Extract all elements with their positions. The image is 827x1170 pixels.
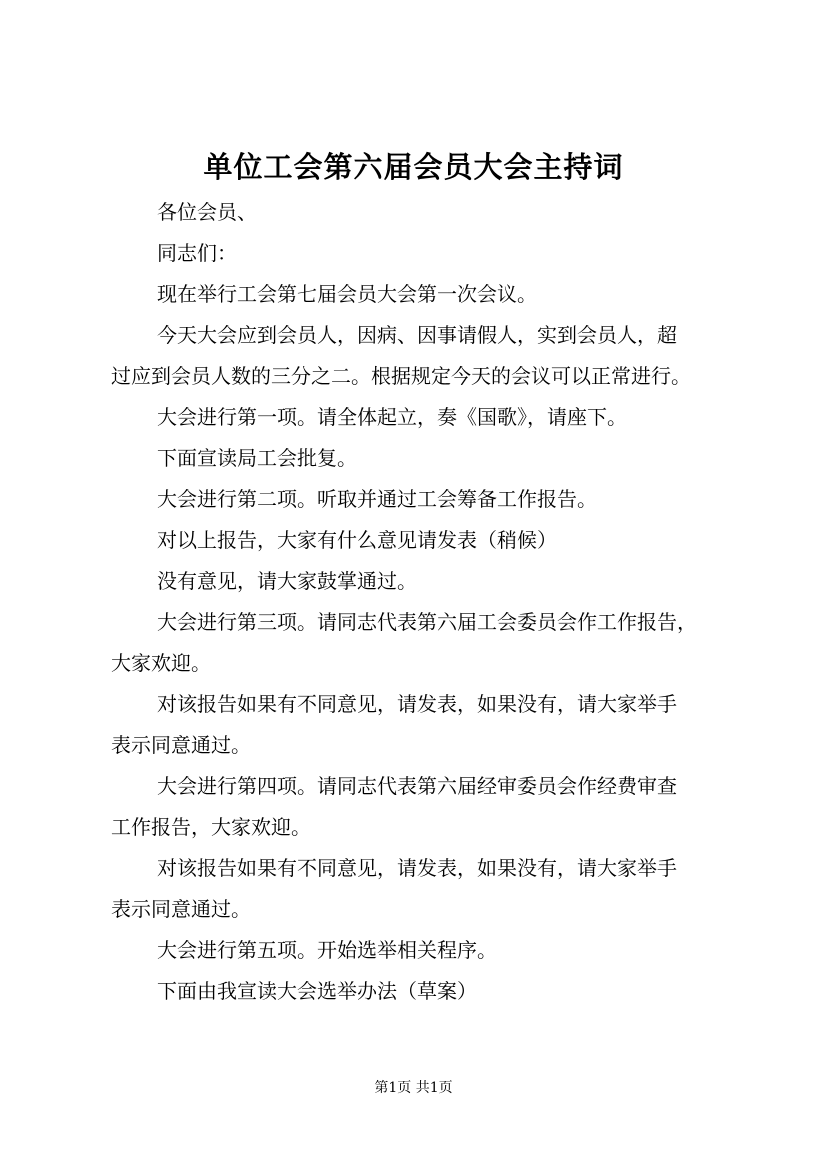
paragraph [111, 766, 721, 848]
paragraph-line: 表示同意通过。 [111, 897, 251, 921]
paragraph [111, 438, 721, 479]
paragraph [111, 602, 721, 684]
paragraph-line: 大会进行第二项。听取并通过工会筹备工作报告。 [157, 487, 597, 511]
paragraph-line: 今天大会应到会员人，因病、因事请假人，实到会员人，超 [157, 323, 677, 347]
paragraph-line: 大会进行第五项。开始选举相关程序。 [157, 938, 497, 962]
paragraph [111, 520, 721, 561]
paragraph-line: 大家欢迎。 [111, 651, 211, 675]
paragraph [111, 561, 721, 602]
paragraph [111, 479, 721, 520]
paragraph-line: 表示同意通过。 [111, 733, 251, 757]
paragraph [111, 192, 721, 233]
paragraph [111, 971, 721, 1012]
paragraph-line: 下面宣读局工会批复。 [157, 446, 357, 470]
paragraph [111, 315, 721, 397]
paragraph-line: 大会进行第四项。请同志代表第六届经审委员会作经费审查 [157, 774, 677, 798]
paragraph-line: 现在举行工会第七届会员大会第一次会议。 [157, 282, 537, 306]
paragraph-line: 对该报告如果有不同意见，请发表，如果没有，请大家举手 [157, 692, 677, 716]
paragraph-line: 工作报告，大家欢迎。 [111, 815, 311, 839]
paragraph [111, 848, 721, 930]
paragraph-line: 下面由我宣读大会选举办法（草案） [157, 979, 477, 1003]
document-title: 单位工会第六届会员大会主持词 [203, 150, 624, 184]
paragraph-line: 对该报告如果有不同意见，请发表，如果没有，请大家举手 [157, 856, 677, 880]
paragraph-line: 过应到会员人数的三分之二。根据规定今天的会议可以正常进行。 [111, 364, 691, 388]
paragraph-line: 大会进行第一项。请全体起立，奏《国歌》，请座下。 [157, 405, 627, 429]
paragraph-line: 对以上报告，大家有什么意见请发表（稍候） [157, 528, 557, 552]
paragraph [111, 684, 721, 766]
paragraph-line: 没有意见，请大家鼓掌通过。 [157, 569, 417, 593]
page-footer: 第1页 共1页 [374, 1080, 453, 1096]
paragraph [111, 930, 721, 971]
paragraph [111, 233, 721, 274]
paragraph [111, 397, 721, 438]
paragraph [111, 274, 721, 315]
paragraph-line: 大会进行第三项。请同志代表第六届工会委员会作工作报告， [157, 610, 697, 634]
document-body [111, 192, 721, 1012]
paragraph-line: 各位会员、 [157, 200, 257, 224]
paragraph-line: 同志们： [157, 241, 237, 265]
